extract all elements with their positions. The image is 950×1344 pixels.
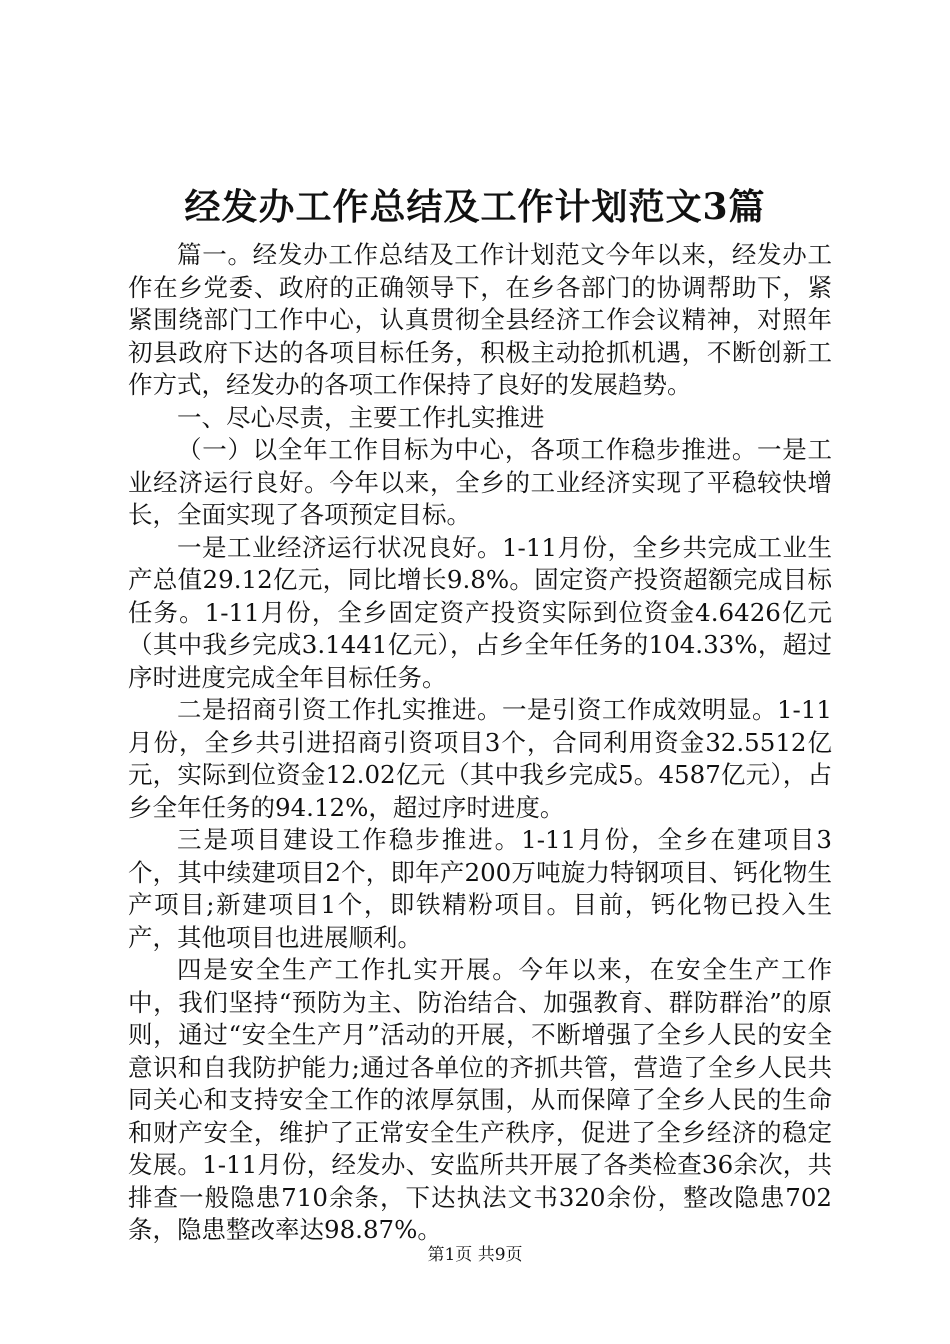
document-body — [128, 239, 832, 1247]
document-title: 经发办工作总结及工作计划范文3篇 — [184, 186, 766, 228]
section-heading: 一、尽心尽责，主要工作扎实推进 — [177, 402, 545, 432]
page-number: 第1页 共9页 — [427, 1245, 523, 1265]
paragraph-projects: 三是项目建设工作稳步推进。1-11月份，全乡在建项目3个，其中续建项目2个，即年产200万吨旋力特钢项目、钙化物生产项目;新建项目1个，即铁精粉项目。目前，钙化物已投入生产，其他项目也进展顺利。 — [128, 825, 832, 952]
paragraph-intro: 篇一。经发办工作总结及工作计划范文今年以来，经发办工作在乡党委、政府的正确领导下，在乡各部门的协调帮助下，紧紧围绕部门工作中心，认真贯彻全县经济工作会议精神，对照年初县政府下达的各项目标任务，积极主动抢抓机遇，不断创新工作方式，经发办的各项工作保持了良好的发展趋势。 — [128, 240, 832, 399]
paragraph-safety: 四是安全生产工作扎实开展。今年以来，在安全生产工作中，我们坚持“预防为主、防治结合、加强教育、群防群治”的原则，通过“安全生产月”活动的开展，不断增强了全乡人民的安全意识和自我防护能力;通过各单位的齐抓共管，营造了全乡人民共同关心和支持安全工作的浓厚氛围，从而保障了全乡人民的生命和财产安全，维护了正常安全生产秩序，促进了全乡经济的稳定发展。1-11月份，经发办、安监所共开展了各类检查36余次，共排查一般隐患710余条，下达执法文书320余份，整改隐患702条，隐患整改率达98.87%。 — [128, 955, 832, 1244]
paragraph-industry: 一是工业经济运行状况良好。1-11月份，全乡共完成工业生产总值29.12亿元，同比增长9.8%。固定资产投资超额完成目标任务。1-11月份，全乡固定资产投资实际到位资金4.6426亿元（其中我乡完成3.1441亿元），占乡全年任务的104.33%，超过序时进度完成全年目标任务。 — [128, 532, 832, 692]
paragraph-subsection-1: （一）以全年工作目标为中心，各项工作稳步推进。一是工业经济运行良好。今年以来，全乡的工业经济实现了平稳较快增长，全面实现了各项预定目标。 — [128, 435, 832, 529]
paragraph-investment: 二是招商引资工作扎实推进。一是引资工作成效明显。1-11月份，全乡共引进招商引资项目3个，合同利用资金32.5512亿元，实际到位资金12.02亿元（其中我乡完成5。4587亿元），占乡全年任务的94.12%，超过序时进度。 — [128, 695, 832, 822]
